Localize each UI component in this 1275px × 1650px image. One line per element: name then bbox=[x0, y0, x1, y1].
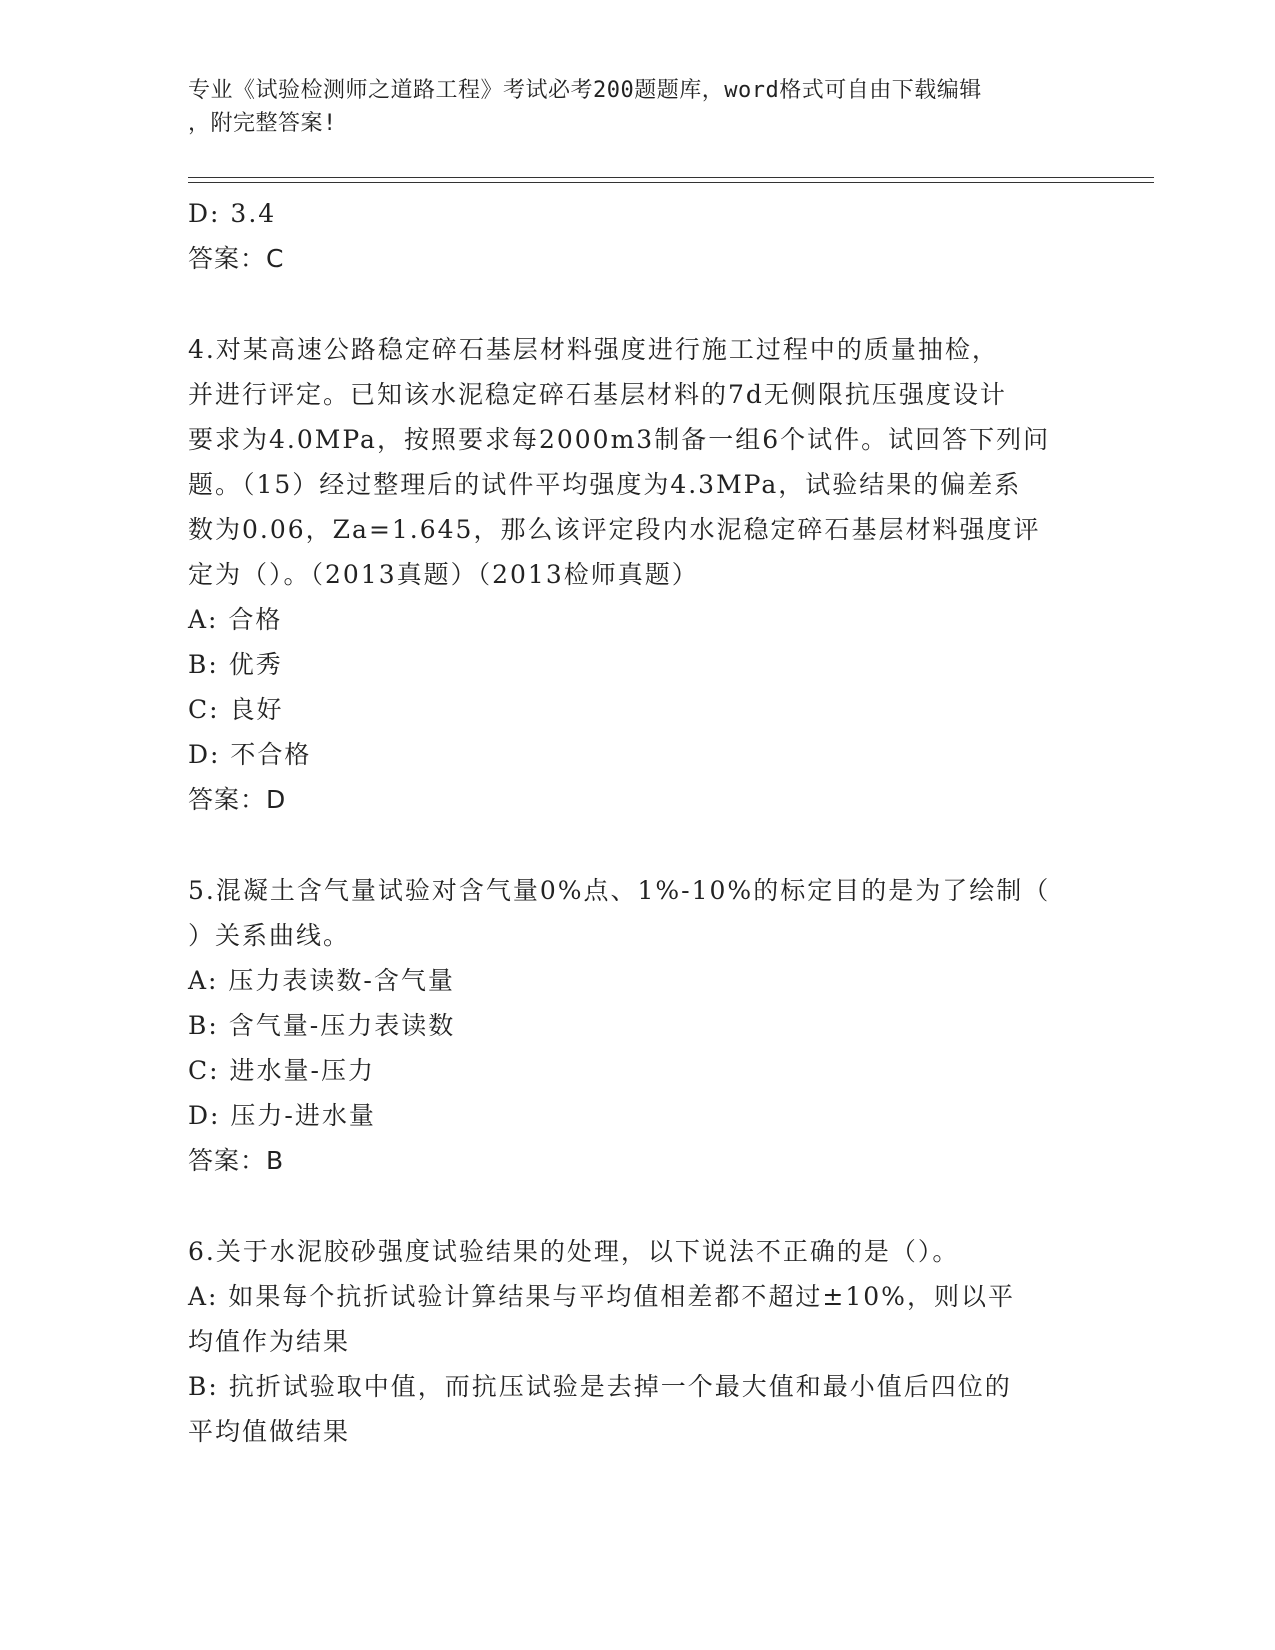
header-divider-bottom bbox=[188, 182, 1154, 183]
option-b: B: 抗折试验取中值，而抗压试验是去掉一个最大值和最小值后四位的 bbox=[188, 1372, 1012, 1401]
question-text-line: 定为（）。（2013真题）（2013检师真题） bbox=[188, 560, 699, 589]
question-text-line: 题。（15）经过整理后的试件平均强度为4.3MPa，试验结果的偏差系 bbox=[188, 470, 1022, 499]
document-header bbox=[188, 74, 1068, 140]
header-line-1: 专业《试验检测师之道路工程》考试必考200题题库，word格式可自由下载编辑 bbox=[188, 78, 982, 103]
header-line-2: ，附完整答案! bbox=[188, 111, 337, 136]
option-a-continued: 均值作为结果 bbox=[188, 1327, 351, 1356]
answer-line: 答案：D bbox=[188, 785, 287, 814]
question-text-line: 数为0.06，Za=1.645，那么该评定段内水泥稳定碎石基层材料强度评 bbox=[188, 515, 1041, 544]
option-b: B: 含气量-压力表读数 bbox=[188, 1011, 456, 1040]
option-b-continued: 平均值做结果 bbox=[188, 1417, 351, 1446]
question-text-line: 并进行评定。已知该水泥稳定碎石基层材料的7d无侧限抗压强度设计 bbox=[188, 380, 1007, 409]
question-text-line: 要求为4.0MPa，按照要求每2000m3制备一组6个试件。试回答下列问 bbox=[188, 425, 1051, 454]
answer-line: 答案：B bbox=[188, 1146, 285, 1175]
option-a: A: 压力表读数-含气量 bbox=[188, 966, 455, 995]
answer-line: 答案：C bbox=[188, 244, 285, 273]
question-text-line: 6.关于水泥胶砂强度试验结果的处理，以下说法不正确的是（）。 bbox=[188, 1237, 960, 1266]
question-text-line: 4.对某高速公路稳定碎石基层材料强度进行施工过程中的质量抽检， bbox=[188, 335, 999, 364]
question-4 bbox=[188, 327, 1088, 822]
spacer bbox=[188, 1183, 1088, 1229]
option-a: A: 如果每个抗折试验计算结果与平均值相差都不超过±10%，则以平 bbox=[188, 1282, 1015, 1311]
question-6 bbox=[188, 1229, 1088, 1454]
header-divider-top bbox=[188, 177, 1154, 178]
question-text-line: ）关系曲线。 bbox=[188, 921, 351, 950]
question-text-line: 5.混凝土含气量试验对含气量0%点、1%-10%的标定目的是为了绘制（ bbox=[188, 876, 1051, 905]
document-body bbox=[188, 191, 1088, 1454]
option-d: D: 压力-进水量 bbox=[188, 1101, 376, 1130]
option-c: C: 进水量-压力 bbox=[188, 1056, 375, 1085]
option-c: C: 良好 bbox=[188, 695, 284, 724]
option-d: D: 不合格 bbox=[188, 740, 312, 769]
spacer bbox=[188, 281, 1088, 327]
option-b: B: 优秀 bbox=[188, 650, 283, 679]
question-3-tail bbox=[188, 191, 1088, 281]
option-a: A: 合格 bbox=[188, 605, 283, 634]
option-d: D: 3.4 bbox=[188, 199, 277, 228]
spacer bbox=[188, 822, 1088, 868]
question-5 bbox=[188, 868, 1088, 1183]
